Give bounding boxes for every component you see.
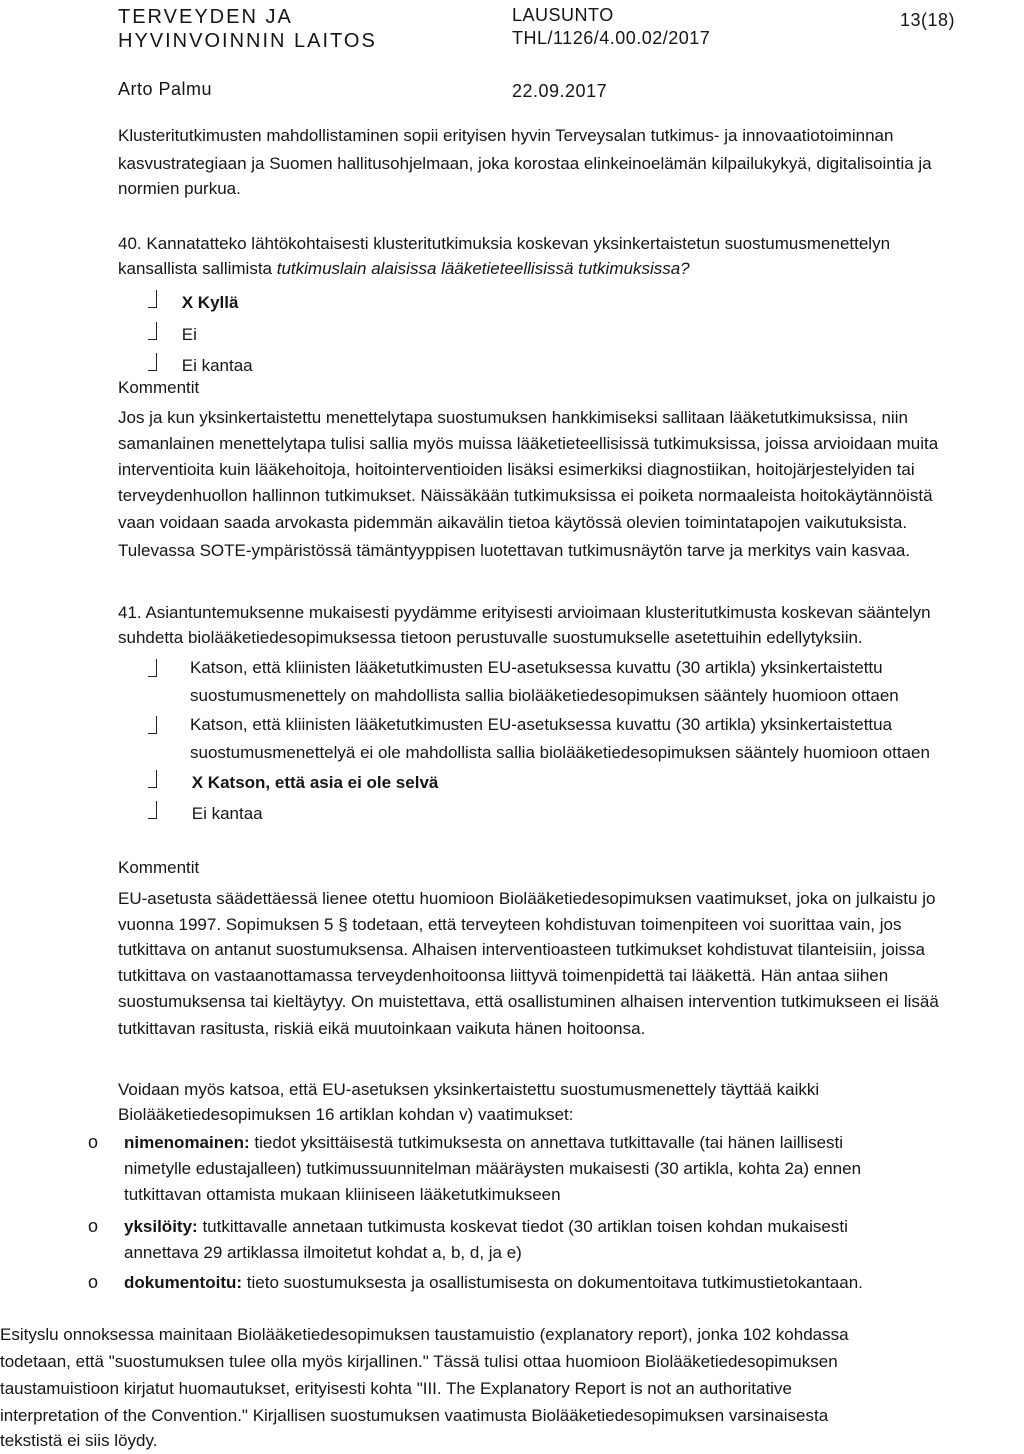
- bullet-term: yksilöity:: [124, 1217, 198, 1236]
- author-name: Arto Palmu: [118, 79, 213, 99]
- paragraph-line: tekstistä ei siis löydy.: [0, 1431, 158, 1450]
- question-text: Kannatatteko lähtökohtaisesti klusteritutkimuksia koskevan yksinkertaistetun suostumusmenettelyn: [146, 234, 891, 253]
- paragraph-line: Biolääketiedesopimuksen 16 artiklan kohdan v) vaatimukset:: [118, 1105, 574, 1124]
- option-label: X Kyllä: [181, 293, 239, 312]
- bullet-text: tiedot yksittäisestä tutkimuksesta on annettava tutkittavalle (tai hänen laillisesti: [254, 1133, 844, 1152]
- option-label: Ei: [181, 325, 197, 344]
- intro-line-3: normien purkua.: [118, 179, 241, 198]
- q40-comment-label: Kommentit: [118, 378, 200, 397]
- paragraph-line: taustamuistioon kirjatut huomautukset, erityisesti kohta "III. The Explanatory Report is not an authoritative: [0, 1379, 792, 1398]
- document-reference: THL/1126/4.00.02/2017: [512, 28, 711, 48]
- checkbox-icon[interactable]: [148, 659, 157, 677]
- page-number: 13(18): [900, 10, 956, 30]
- q41-comment-line: tutkittava on antanut suostumuksensa. Alhaisen interventioasteen tutkimukset kohdistuvat tilanteisiin, joissa: [118, 940, 926, 959]
- checkbox-icon[interactable]: [148, 716, 157, 734]
- q41-option-2[interactable]: [148, 712, 1024, 765]
- paragraph-line: Esityslu onnoksessa mainitaan Biolääketiedesopimuksen taustamuistio (explanatory report), jonka 102 kohdassa: [0, 1325, 849, 1344]
- question-41: [118, 600, 931, 625]
- intro-line-2: kasvustrategiaan ja Suomen hallitusohjelmaan, joka korostaa elinkeinoelämän kilpailukykyä, digitalisointia ja: [118, 154, 932, 173]
- option-label: Ei kantaa: [181, 356, 253, 375]
- q41-comment-line: suostumuksensa tai kieltäytyy. On muistettava, että osallistuminen alhaisen intervention tutkimukseen ei lisää: [118, 992, 939, 1011]
- bullet-text: annettava 29 artiklassa ilmoitetut kohdat a, b, d, ja e): [124, 1243, 522, 1262]
- option-label: Katson, että kliinisten lääketutkimusten EU-asetuksessa kuvattu (30 artikla) yksinkertaistettu: [190, 658, 883, 677]
- q40-comment-line: vaan voidaan saada arvokasta pidemmän aikavälin tietoa käytössä olevien toimintatapojen vaikutuksista.: [118, 513, 908, 532]
- q41-comment-line: tutkittavan rasitusta, riskiä eikä muutoinkaan vaikuta hänen hoitoonsa.: [118, 1019, 646, 1038]
- q41-comment-line: EU-asetusta säädettäessä lienee otettu huomioon Biolääketiedesopimuksen vaatimukset, joka on julkaistu jo: [118, 889, 936, 908]
- document-date: 22.09.2017: [512, 81, 608, 101]
- bullet-term: dokumentoitu:: [124, 1273, 243, 1292]
- checkbox-icon[interactable]: [148, 353, 157, 371]
- checkbox-icon[interactable]: [148, 801, 157, 819]
- bullet-text: tutkittavan ottamista mukaan kliiniseen lääketutkimukseen: [124, 1185, 561, 1204]
- question-text: Asiantuntemuksenne mukaisesti pyydämme erityisesti arvioimaan klusteritutkimusta koskevan sääntelyn: [145, 603, 931, 622]
- org-name-line1: TERVEYDEN JA: [118, 6, 293, 28]
- option-label: Ei kantaa: [191, 804, 263, 823]
- checkbox-icon[interactable]: [148, 770, 157, 788]
- checkbox-icon[interactable]: [148, 290, 157, 308]
- question-40: [118, 231, 890, 256]
- question-text-italic: tutkimuslain alaisissa lääketieteellisissä tutkimuksissa?: [276, 259, 690, 278]
- paragraph-line: interpretation of the Convention." Kirjallisen suostumuksen vaatimusta Biolääketiedesopimuksen varsinaisesta: [0, 1406, 829, 1425]
- org-name-line2: HYVINVOINNIN LAITOS: [118, 30, 377, 52]
- q41-comment-line: tutkittava on vastaanottamassa terveydenhoitoonsa liittyvä toimenpidettä tai lääkettä. Hän antaa siihen: [118, 966, 889, 985]
- q40-option-yes[interactable]: [148, 290, 238, 315]
- q41-option-3[interactable]: [148, 770, 438, 795]
- checkbox-icon[interactable]: [148, 322, 157, 340]
- bullet-text: nimetylle edustajalleen) tutkimussuunnitelman määräysten mukaisesti (30 artikla, kohta 2a) ennen: [124, 1159, 862, 1178]
- bullet-text: tutkittavalle annetaan tutkimusta koskevat tiedot (30 artiklan toisen kohdan mukaisesti: [202, 1217, 848, 1236]
- question-40-line-2: [118, 256, 690, 281]
- bullet-text: tieto suostumuksesta ja osallistumisesta on dokumentoitava tutkimustietokantaan.: [246, 1273, 863, 1292]
- question-number: 41.: [118, 603, 142, 622]
- paragraph-line: Voidaan myös katsoa, että EU-asetuksen yksinkertaistettu suostumusmenettely täyttää kaikki: [118, 1080, 820, 1099]
- q41-comment-label: Kommentit: [118, 858, 200, 877]
- q41-comment-line: vuonna 1997. Sopimuksen 5 § todetaan, että terveyteen kohdistuvan toimenpiteen voi suorittaa vain, jos: [118, 915, 902, 934]
- option-label: Katson, että kliinisten lääketutkimusten EU-asetuksessa kuvattu (30 artikla) yksinkertaistettua: [190, 715, 893, 734]
- bullet-item: [88, 1270, 1024, 1295]
- q41-option-1[interactable]: [148, 655, 1024, 708]
- bullet-item: [88, 1130, 1024, 1207]
- question-number: 40.: [118, 234, 142, 253]
- bullet-marker: o: [88, 1132, 99, 1152]
- q40-comment-line: Jos ja kun yksinkertaistettu menettelytapa suostumuksen hankkimiseksi sallitaan lääketutkimuksissa, niin: [118, 408, 908, 427]
- bullet-marker: o: [88, 1216, 99, 1236]
- q40-comment-line: interventioita kuin lääkehoitoja, hoitointerventioiden lisäksi esimerkiksi diagnostiikan, hoitojärjestelyiden tai: [118, 460, 915, 479]
- option-label: suostumusmenettely on mahdollista sallia biolääketiedesopimuksen sääntely huomioon ottaen: [190, 686, 899, 705]
- document-type: LAUSUNTO: [512, 5, 614, 25]
- q41-option-4[interactable]: [148, 801, 263, 826]
- intro-line-1: Klusteritutkimusten mahdollistaminen sopii erityisen hyvin Terveysalan tutkimus- ja innovaatiotoiminnan: [118, 126, 894, 145]
- bullet-item: [88, 1214, 1024, 1265]
- bullet-term: nimenomainen:: [124, 1133, 250, 1152]
- q40-comment-line: Tulevassa SOTE-ympäristössä tämäntyyppisen luotettavan tutkimusnäytön tarve ja merkitys vain kasvaa.: [118, 541, 911, 560]
- question-text-plain: kansallista sallimista: [118, 259, 272, 278]
- paragraph-line: todetaan, että "suostumuksen tulee olla myös kirjallinen." Tässä tulisi ottaa huomioon Biolääketiedesopimuksen: [0, 1352, 838, 1371]
- q40-comment-line: terveydenhuollon hallinnon tutkimukset. Näissäkään tutkimuksissa ei poiketa normaaleista hoitokäytännöistä: [118, 486, 933, 505]
- q40-comment-line: samanlainen menettelytapa tulisi sallia myös muissa lääketieteellisissä tutkimuksissa, joissa arvioidaan muita: [118, 434, 939, 453]
- q40-option-no[interactable]: [148, 322, 197, 347]
- option-label: suostumusmenettelyä ei ole mahdollista sallia biolääketiedesopimuksen sääntely huomioon ottaen: [190, 743, 930, 762]
- option-label: X Katson, että asia ei ole selvä: [191, 773, 439, 792]
- bullet-marker: o: [88, 1272, 99, 1292]
- question-41-line-2: suhdetta biolääketiedesopimuksessa tietoon perustuvalle suostumukselle asetettuihin edellytyksiin.: [118, 628, 863, 647]
